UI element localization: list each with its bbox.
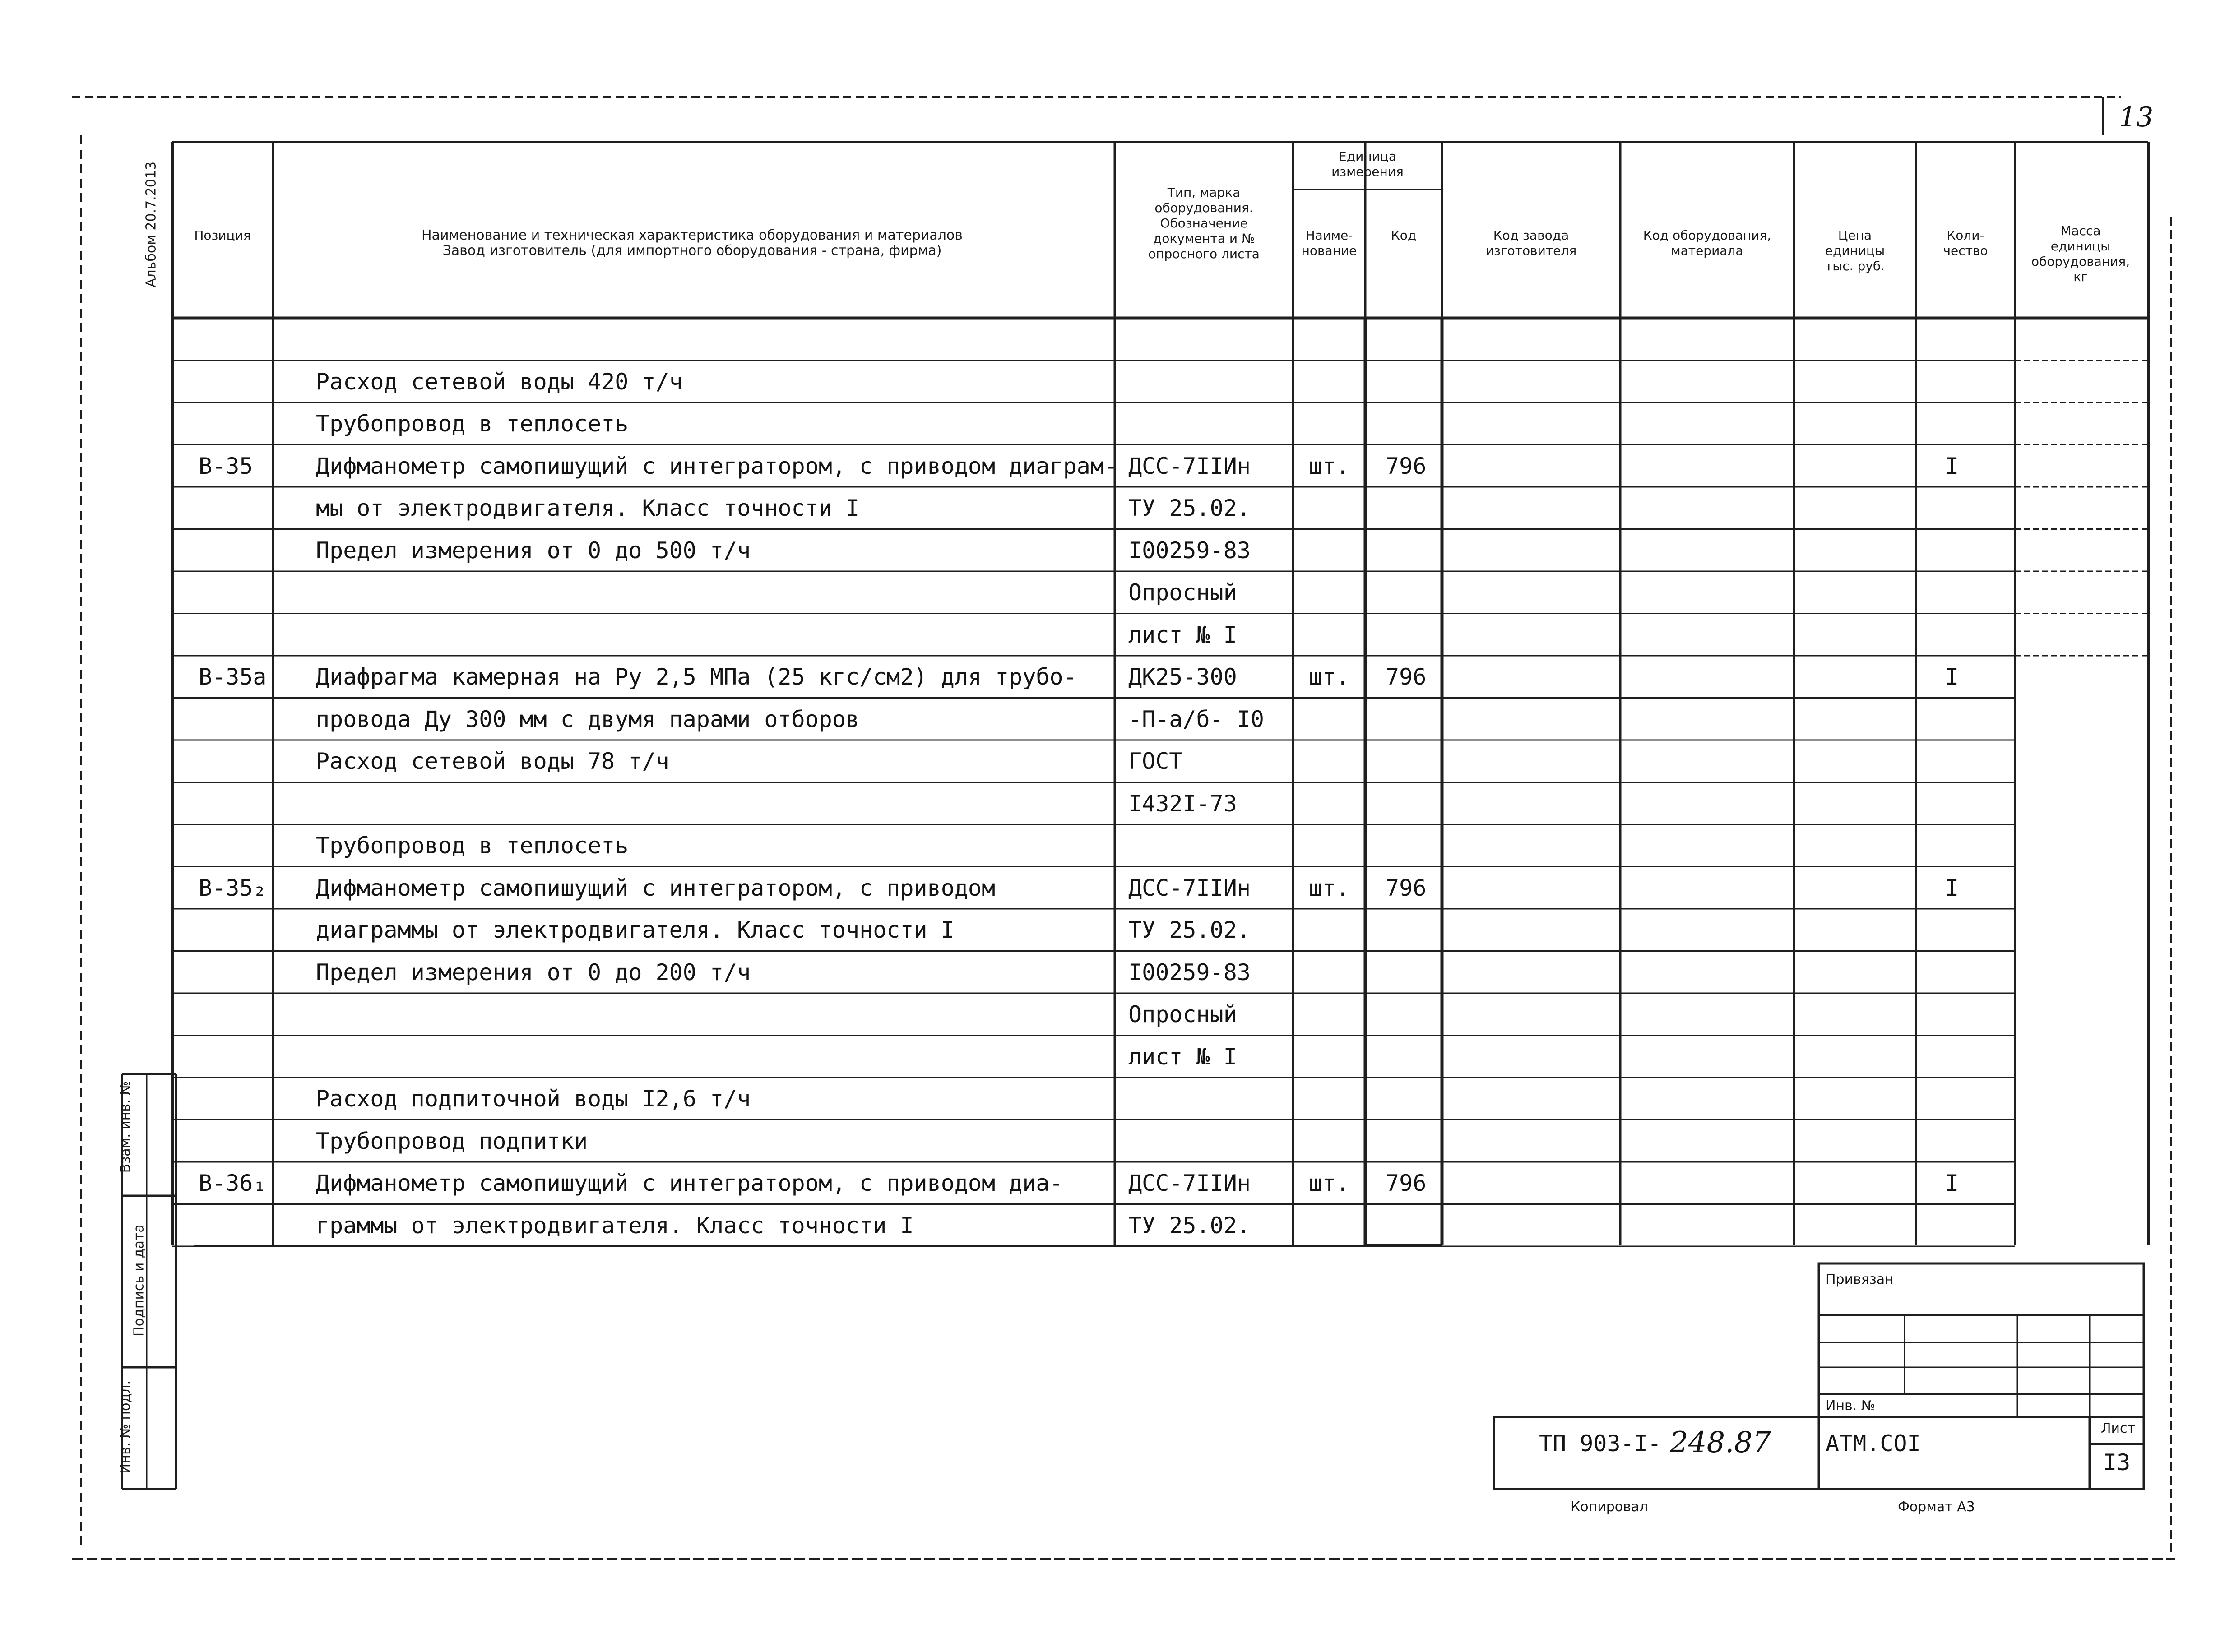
row-name: Трубопровод в теплосеть — [316, 833, 629, 859]
header-price: Цена единицы тыс. руб. — [1825, 228, 1885, 273]
header-unit-group: Единица измерения — [1331, 149, 1404, 179]
titleblock-inv-no: Инв. № — [1826, 1398, 1876, 1414]
row-unit-code: 796 — [1386, 453, 1427, 479]
row-position: В-35₂ — [199, 875, 267, 901]
row-type: ДСС-7IIИн — [1128, 453, 1251, 479]
row-name: Расход сетевой воды 420 т/ч — [316, 368, 683, 395]
row-name: Дифманометр самопишущий с интегратором, с приводом диа- — [316, 1170, 1063, 1196]
header-mass: Масса единицы оборудования, кг — [2031, 223, 2130, 284]
row-quantity: I — [1945, 1170, 1959, 1196]
header-qty: Коли- чество — [1943, 228, 1988, 258]
row-type: ТУ 25.02. — [1128, 917, 1251, 943]
row-name: граммы от электродвигателя. Класс точности I — [316, 1212, 914, 1239]
row-quantity: I — [1945, 453, 1959, 479]
header-name: Наименование и техническая характеристика оборудования и материалов Завод изготовитель (для импортного оборудования - страна, фирма) — [422, 227, 963, 259]
side-inv-vzam-label: Взам. инв. № — [117, 1081, 134, 1173]
titleblock-privyazan: Привязан — [1826, 1272, 1894, 1287]
row-name: Расход подпиточной воды I2,6 т/ч — [316, 1086, 751, 1112]
row-name: Дифманометр самопишущий с интегратором, с приводом — [316, 875, 996, 901]
row-type: I00259-83 — [1128, 959, 1251, 986]
row-unit-code: 796 — [1386, 664, 1427, 690]
header-unit-code: Код — [1391, 228, 1417, 243]
row-name: Предел измерения от 0 до 500 т/ч — [316, 537, 751, 564]
row-unit-code: 796 — [1386, 875, 1427, 901]
titleblock-designation-prefix: ТП 903-I- — [1539, 1430, 1661, 1457]
row-type: лист № I — [1128, 1043, 1237, 1070]
row-type: Опросный — [1128, 1001, 1237, 1027]
row-position: В-36₁ — [199, 1170, 267, 1196]
side-sign-date-label: Подпись и дата — [131, 1224, 147, 1337]
row-type: ТУ 25.02. — [1128, 1212, 1251, 1239]
row-name: Трубопровод в теплосеть — [316, 411, 629, 437]
row-type: ДСС-7IIИн — [1128, 1170, 1251, 1196]
header-type: Тип, марка оборудования. Обозначение документа и № опросного листа — [1148, 185, 1260, 261]
row-name: Дифманометр самопишущий с интегратором, с приводом диаграм- — [316, 453, 1118, 479]
header-plant-code: Код завода изготовителя — [1485, 228, 1577, 258]
titleblock-list-number: I3 — [2103, 1449, 2131, 1476]
row-type: I432I-73 — [1128, 790, 1237, 817]
row-name: Диафрагма камерная на Ру 2,5 МПа (25 кгс/см2) для трубо- — [316, 664, 1077, 690]
row-unit-code: 796 — [1386, 1170, 1427, 1196]
row-type: лист № I — [1128, 621, 1237, 648]
header-equip-code: Код оборудования, материала — [1643, 228, 1771, 258]
row-quantity: I — [1945, 664, 1959, 690]
footer-copied: Копировал — [1571, 1499, 1648, 1515]
row-type: ГОСТ — [1128, 748, 1183, 774]
row-name: Предел измерения от 0 до 200 т/ч — [316, 959, 751, 986]
corner-sheet-mark: 13 — [2119, 102, 2154, 133]
row-name: мы от электродвигателя. Класс точности I — [316, 495, 860, 521]
titleblock-designation-number: 248.87 — [1670, 1426, 1771, 1459]
footer-format: Формат А3 — [1898, 1499, 1975, 1515]
side-album-label: Альбом 20.7.2013 — [143, 161, 159, 288]
row-type: Опросный — [1128, 579, 1237, 606]
row-unit-name: шт. — [1309, 664, 1350, 690]
row-unit-name: шт. — [1309, 875, 1350, 901]
titleblock-code: АТМ.СОI — [1826, 1430, 1921, 1457]
row-type: ТУ 25.02. — [1128, 495, 1251, 521]
row-type: I00259-83 — [1128, 537, 1251, 564]
row-position: В-35 — [199, 453, 253, 479]
side-inv-podl-label: Инв. № подл. — [117, 1380, 134, 1474]
header-unit-name: Наиме- нование — [1301, 228, 1357, 258]
row-type: -П-а/б- I0 — [1128, 706, 1265, 732]
row-unit-name: шт. — [1309, 1170, 1350, 1196]
row-position: В-35а — [199, 664, 267, 690]
row-name: диаграммы от электродвигателя. Класс точности I — [316, 917, 955, 943]
row-name: Трубопровод подпитки — [316, 1128, 588, 1154]
row-name: Расход сетевой воды 78 т/ч — [316, 748, 669, 774]
row-type: ДСС-7IIИн — [1128, 875, 1251, 901]
row-quantity: I — [1945, 875, 1959, 901]
row-type: ДК25-300 — [1128, 664, 1237, 690]
header-position: Позиция — [194, 228, 251, 243]
row-unit-name: шт. — [1309, 453, 1350, 479]
titleblock-list-label: Лист — [2101, 1421, 2136, 1436]
row-name: провода Ду 300 мм с двумя парами отборов — [316, 706, 860, 732]
